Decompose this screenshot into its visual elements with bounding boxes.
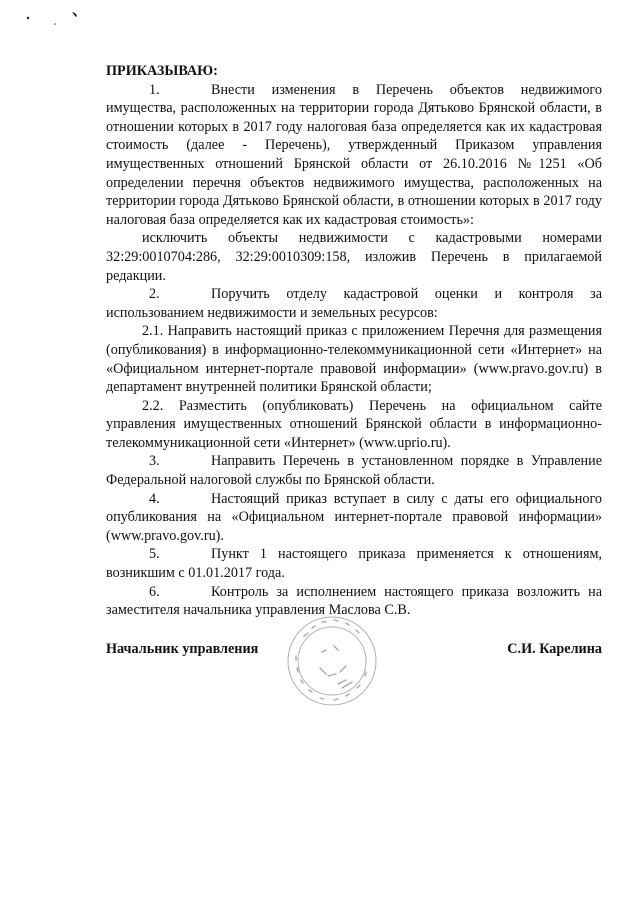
item-5-number: 5. xyxy=(149,546,160,563)
item-1-number: 1. xyxy=(149,81,160,98)
item-1 xyxy=(106,81,602,230)
signatory-name: С.И. Карелина xyxy=(507,641,602,657)
item-2-2-text: 2.2. Разместить (опубликовать) Перечень на официальном сайте управления имущественных отношений Брянской области в информационно-телекоммуникационной сети «Интернет» (www.uprio.ru). xyxy=(106,397,602,451)
item-4-text: Настоящий приказ вступает в силу с даты его официального опубликования на «Официальном интернет-портале правовой информации» (www.pravo.gov.ru). xyxy=(106,490,602,544)
item-1-text: Внести изменения в Перечень объектов недвижимого имущества, расположенных на территории города Дятьково Брянской области, в отношении которых в 2017 году налоговая база определяется как их кадастровая стоимость (далее - Перечень), утвержденный Приказом управления имущественных отношений Брянской области от 26.10.2016 №1251 «Об определении перечня объектов недвижимого имущества, расположенных на территории города Дятьково Брянской области, в отношении которых в 2017 году налоговая база определяется как их кадастровая стоимость»: xyxy=(106,81,602,228)
item-3-text: Направить Перечень в установленном порядке в Управление Федеральной налоговой службы по Брянской области. xyxy=(106,453,602,489)
item-5-text: Пункт 1 настоящего приказа применяется к отношениям, возникшим с 01.01.2017 года. xyxy=(106,546,602,582)
item-4 xyxy=(106,490,602,546)
item-3 xyxy=(106,452,602,489)
item-2 xyxy=(106,285,602,322)
order-heading: ПРИКАЗЫВАЮ: xyxy=(106,63,218,79)
item-2-1-text: 2.1. Направить настоящий приказ с приложением Перечня для размещения (опубликования) в информационно-телекоммуникационной сети «Интернет» на «Официальном интернет-портале правовой информации» (www.pravo.gov.ru) в департамент внутренней политики Брянской области; xyxy=(106,323,602,396)
item-6-number: 6. xyxy=(149,583,160,600)
item-2-2 xyxy=(106,397,602,453)
scan-specks xyxy=(0,0,120,40)
signatory-position: Начальник управления xyxy=(106,641,259,657)
item-1-exclusion xyxy=(106,229,602,285)
item-2-number: 2. xyxy=(149,286,160,303)
official-stamp xyxy=(282,606,382,716)
item-1-exclusion-text: исключить объекты недвижимости с кадастровыми номерами 32:29:0010704:286, 32:29:0010309:158, изложив Перечень в прилагаемой редакции. xyxy=(106,230,602,284)
item-3-number: 3. xyxy=(149,453,160,470)
item-6-text: Контроль за исполнением настоящего приказа возложить на заместителя начальника управления Маслова С.В. xyxy=(106,583,602,619)
item-5 xyxy=(106,545,602,582)
order-body xyxy=(106,62,602,620)
item-2-text: Поручить отделу кадастровой оценки и контроля за использованием недвижимости и земельных ресурсов: xyxy=(106,286,602,321)
item-2-1 xyxy=(106,322,602,396)
item-4-number: 4. xyxy=(149,490,160,507)
